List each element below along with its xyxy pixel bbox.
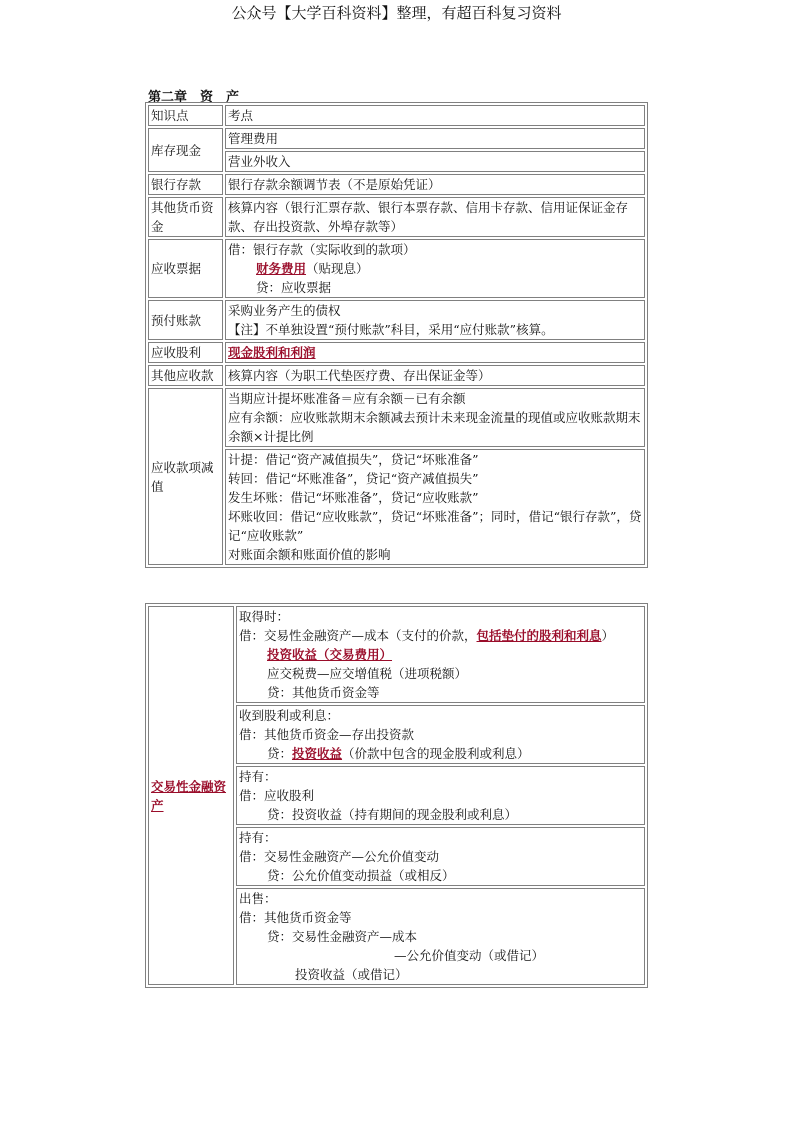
page-header: 公众号【大学百科资料】整理，有超百科复习资料 (231, 4, 562, 22)
entry-line: 借：其他货币资金等 (239, 910, 352, 925)
entry-line (239, 645, 642, 664)
highlight-term: 现金股利和利润 (228, 345, 316, 360)
highlight-term: 交易性金融资产 (151, 778, 227, 813)
entry-line: 转回：借记“坏账准备”，贷记“资产减值损失” (228, 471, 479, 486)
table-row (148, 128, 645, 149)
point-cell (225, 239, 645, 298)
entry-line: —公允价值变动（或借记） (394, 948, 545, 963)
point-cell (225, 449, 645, 565)
entry-line: 借：交易性金融资产—公允价值变动 (239, 849, 440, 864)
entry-title: 持有： (239, 769, 277, 784)
table-row (148, 174, 645, 195)
entry-line: 借：其他货币资金—存出投资款 (239, 727, 415, 742)
topic-cell: 其他货币资金 (148, 197, 223, 237)
topic-cell: 应收股利 (148, 342, 223, 363)
table-row (148, 300, 645, 340)
point-cell (225, 388, 645, 447)
topic-cell: 其他应收款 (148, 365, 223, 386)
entry-line: 借：银行存款（实际收到的款项） (228, 242, 416, 257)
point-cell (225, 300, 645, 340)
highlight-term: 财务费用 (256, 261, 307, 276)
point-cell: 营业外收入 (225, 151, 645, 172)
header-cell: 考点 (225, 105, 645, 126)
knowledge-table (145, 102, 648, 568)
point-cell: 核算内容（为职工代垫医疗费、存出保证金等） (225, 365, 645, 386)
trading-assets-table (145, 603, 648, 988)
topic-cell (148, 606, 234, 985)
header-cell: 知识点 (148, 105, 223, 126)
entry-title: 取得时： (239, 609, 290, 624)
table-row (148, 365, 645, 386)
entry-line: 贷：交易性金融资产—成本 (267, 929, 418, 944)
entry-line: 对账面余额和账面价值的影响 (228, 547, 391, 562)
entry-cell (236, 705, 645, 764)
point-cell: 核算内容（银行汇票存款、银行本票存款、信用卡存款、信用证保证金存款、存出投资款、外埠存款等） (225, 197, 645, 237)
entry-line: 贷：投资收益（持有期间的现金股利或利息） (267, 807, 518, 822)
entry-line: 财务费用（贴现息） (256, 261, 369, 276)
entry-line: 贷：投资收益（价款中包含的现金股利或利息） (267, 746, 530, 761)
chapter-title: 第二章 资 产 (148, 90, 240, 105)
highlight-term: 投资收益（交易费用） (267, 647, 393, 662)
topic-cell: 银行存款 (148, 174, 223, 195)
table-row (148, 105, 645, 126)
entry-line: 贷：其他货币资金等 (267, 685, 380, 700)
point-cell: 银行存款余额调节表（不是原始凭证） (225, 174, 645, 195)
topic-cell: 库存现金 (148, 128, 223, 172)
entry-cell (236, 606, 645, 703)
entry-line: 应有余额：应收账款期末余额减去预计未来现金流量的现值或应收账款期末余额×计提比例 (228, 410, 641, 444)
entry-title: 持有： (239, 830, 277, 845)
topic-cell: 应收款项减值 (148, 388, 223, 565)
entry-line: 投资收益（或借记） (295, 967, 408, 982)
entry-line: 采购业务产生的债权 (228, 303, 341, 318)
point-cell: 管理费用 (225, 128, 645, 149)
entry-line: 借：应收股利 (239, 788, 315, 803)
entry-cell (236, 888, 645, 985)
entry-line: 计提：借记“资产减值损失”，贷记“坏账准备” (228, 452, 479, 467)
entry-line: 【注】不单独设置“预付账款”科目，采用“应付账款”核算。 (228, 322, 554, 337)
entry-line: 坏账收回：借记“应收账款”，贷记“坏账准备”；同时，借记“银行存款”，贷记“应收账款” (228, 509, 642, 543)
table-row (148, 239, 645, 298)
entry-line: 贷：应收票据 (256, 280, 332, 295)
topic-cell: 预付账款 (148, 300, 223, 340)
entry-line: 当期应计提坏账准备＝应有余额－已有余额 (228, 391, 466, 406)
entry-title: 收到股利或利息： (239, 708, 340, 723)
entry-line: 贷：公允价值变动损益（或相反） (267, 868, 455, 883)
highlight-term: 投资收益 (292, 746, 343, 761)
table-row (148, 197, 645, 237)
entry-title: 出售： (239, 891, 277, 906)
table-row (148, 388, 645, 447)
table-row (148, 606, 645, 703)
point-cell (225, 342, 645, 363)
highlight-term: 包括垫付的股利和利息 (476, 628, 602, 643)
entry-line: 应交税费—应交增值税（进项税额） (267, 666, 468, 681)
entry-line: 借：交易性金融资产—成本（支付的价款，包括垫付的股利和利息） (239, 628, 615, 643)
entry-line: 发生坏账：借记“坏账准备”，贷记“应收账款” (228, 490, 479, 505)
entry-cell (236, 766, 645, 825)
topic-cell: 应收票据 (148, 239, 223, 298)
table-row (148, 342, 645, 363)
entry-cell (236, 827, 645, 886)
